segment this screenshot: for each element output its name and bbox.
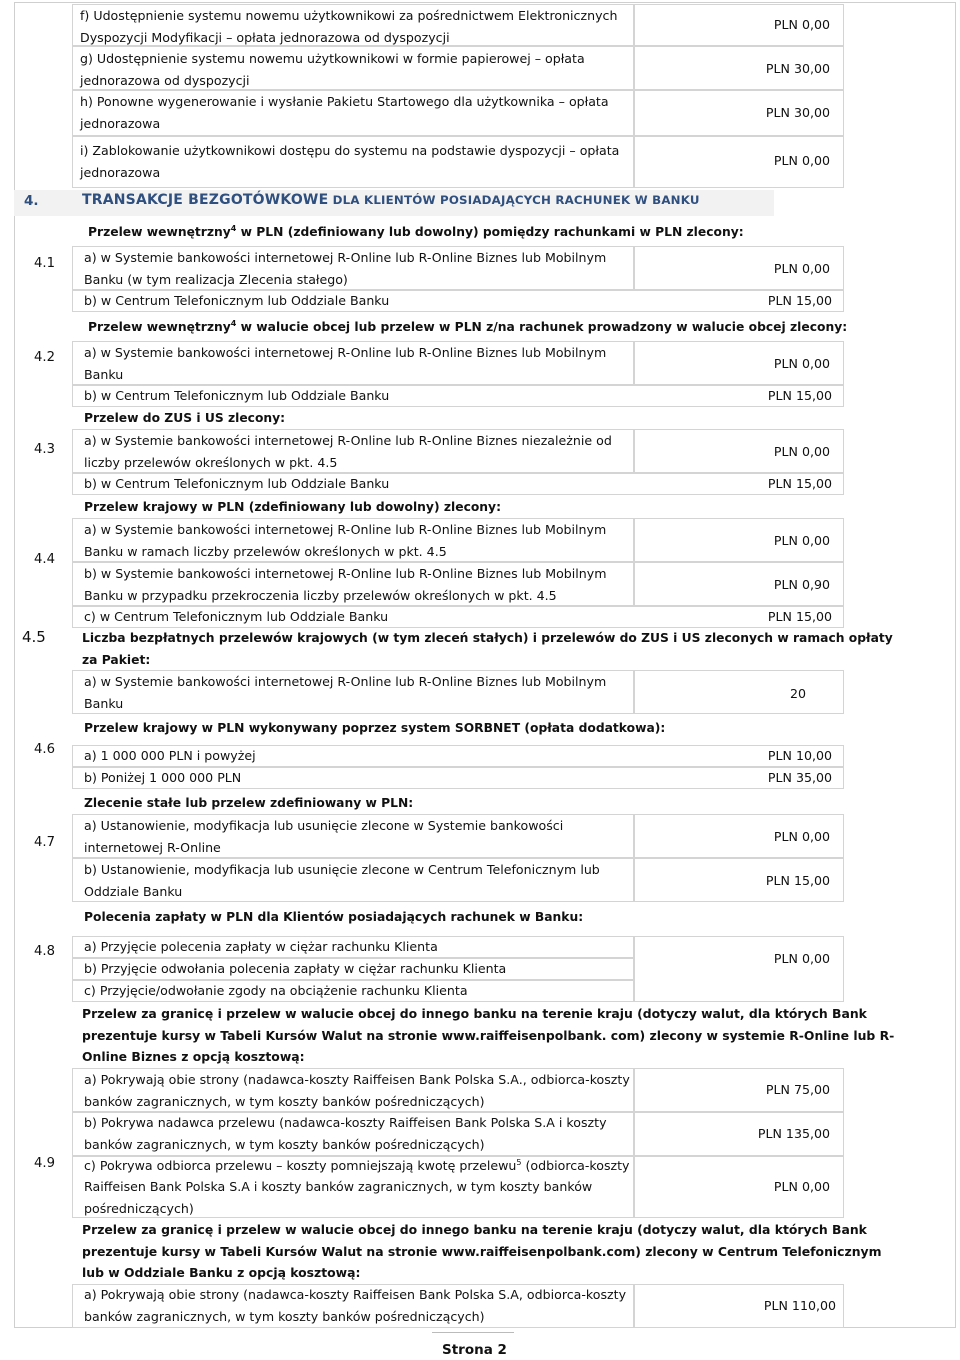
row-4-2-a-price: PLN 0,00 [773, 356, 830, 371]
row-4-8-c-text: c) Przyjęcie/odwołanie zgody na obciążenie rachunku Klienta [84, 983, 468, 998]
row-4-9-a-price: PLN 75,00 [765, 1082, 830, 1097]
row-4-1-a-price: PLN 0,00 [773, 261, 830, 276]
row-4-3-heading: Przelew do ZUS i US zlecony: [84, 411, 286, 425]
row-4-8-heading: Polecenia zapłaty w PLN dla Klientów posiadających rachunek w Banku: [84, 910, 584, 924]
footnote-ref-4b: 4 [230, 318, 237, 328]
row-4-3-a-text: a) w Systemie bankowości internetowej R-Online lub R-Online Biznes niezależnie od liczby przelewów określonych w pkt. 4.5 [84, 433, 612, 470]
row-4-2-b-text: b) w Centrum Telefonicznym lub Oddziale Banku [84, 388, 390, 403]
row-i-price: PLN 0,00 [773, 153, 830, 168]
row-4-1-a-text: a) w Systemie bankowości internetowej R-Online lub R-Online Biznes lub Mobilnym Banku (w tym realizacja Zlecenia stałego) [84, 250, 607, 287]
row-number-4-7: 4.7 [34, 835, 55, 850]
row-h-price: PLN 30,00 [765, 105, 830, 120]
row-4-7-a-price: PLN 0,00 [773, 829, 830, 844]
row-number-4-1: 4.1 [34, 256, 55, 271]
section-title [82, 192, 700, 208]
row-4-1-heading-a: Przelew wewnętrzny [88, 225, 231, 239]
footnote-ref-4: 4 [230, 223, 237, 233]
row-4-7-b-price: PLN 15,00 [765, 873, 830, 888]
row-4-4-b-price: PLN 0,90 [773, 577, 830, 592]
row-4-8-a-text: a) Przyjęcie polecenia zapłaty w ciężar rachunku Klienta [84, 939, 438, 954]
row-4-9-d-text: a) Pokrywają obie strony (nadawca-koszty Raiffeisen Bank Polska S.A, odbiorca-koszty banków zagranicznych, w tym koszty banków pośredniczących) [84, 1287, 627, 1324]
row-f-price: PLN 0,00 [773, 17, 830, 32]
row-number-4-4: 4.4 [34, 552, 55, 567]
row-number-4-9: 4.9 [34, 1156, 55, 1171]
row-number-4-2: 4.2 [34, 350, 55, 365]
row-g-price: PLN 30,00 [765, 61, 830, 76]
row-4-4-c-text: c) w Centrum Telefonicznym lub Oddziale Banku [84, 609, 389, 624]
row-4-9-c-text-b: (odbiorca-koszty [521, 1158, 630, 1173]
section-title-sub: DLA KLIENTÓW POSIADAJĄCYCH RACHUNEK W BANKU [328, 193, 700, 207]
row-4-2-b-price: PLN 15,00 [767, 388, 832, 403]
row-4-4-heading: Przelew krajowy w PLN (zdefiniowany lub dowolny) zlecony: [84, 500, 501, 514]
row-4-8-b-text: b) Przyjęcie odwołania polecenia zapłaty w ciężar rachunku Klienta [84, 961, 507, 976]
row-4-6-b-text: b) Poniżej 1 000 000 PLN [84, 770, 242, 785]
row-4-6-a-price: PLN 10,00 [767, 748, 832, 763]
row-4-9-d-price: PLN 110,00 [763, 1298, 836, 1313]
row-4-4-a-text: a) w Systemie bankowości internetowej R-Online lub R-Online Biznes lub Mobilnym Banku w ramach liczby przelewów określonych w pkt. 4.5 [84, 522, 607, 559]
row-4-9-a-text: a) Pokrywają obie strony (nadawca-koszty Raiffeisen Bank Polska S.A., odbiorca-koszty banków zagranicznych, w tym koszty banków pośredniczących) [84, 1072, 630, 1109]
row-4-9-c-price: PLN 0,00 [773, 1179, 830, 1194]
row-4-3-b-price: PLN 15,00 [767, 476, 832, 491]
row-number-4-8: 4.8 [34, 944, 55, 959]
row-4-6-heading: Przelew krajowy w PLN wykonywany poprzez system SORBNET (opłata dodatkowa): [84, 721, 666, 735]
row-number-4-5: 4.5 [22, 628, 46, 646]
row-4-7-a-text: a) Ustanowienie, modyfikacja lub usunięcie zlecone w Systemie bankowości internetowej R-Online [84, 818, 564, 855]
row-number-4-3: 4.3 [34, 442, 55, 457]
row-4-1-b-price: PLN 15,00 [767, 293, 832, 308]
row-4-5-a-text: a) w Systemie bankowości internetowej R-Online lub R-Online Biznes lub Mobilnym Banku [84, 674, 607, 711]
row-4-6-a-text: a) 1 000 000 PLN i powyżej [84, 748, 256, 763]
row-4-9-c-text-line1 [84, 1155, 630, 1177]
row-number-4-6: 4.6 [34, 742, 55, 757]
row-4-2-heading [88, 317, 847, 339]
row-4-6-b-price: PLN 35,00 [767, 770, 832, 785]
row-4-3-b-text: b) w Centrum Telefonicznym lub Oddziale Banku [84, 476, 390, 491]
row-4-3-a-price: PLN 0,00 [773, 444, 830, 459]
row-4-1-b-text: b) w Centrum Telefonicznym lub Oddziale Banku [84, 293, 390, 308]
row-g-text: g) Udostępnienie systemu nowemu użytkownikowi w formie papierowej – opłata jednorazowa od dyspozycji [80, 51, 585, 88]
row-4-8-price: PLN 0,00 [773, 951, 830, 966]
row-4-1-heading [88, 222, 744, 244]
row-4-9-b-text: b) Pokrywa nadawca przelewu (nadawca-koszty Raiffeisen Bank Polska S.A i koszty banków zagranicznych, w tym koszty banków pośredniczących) [84, 1115, 607, 1152]
row-4-9-c-text-rest: Raiffeisen Bank Polska S.A i koszty banków zagranicznych, w tym koszty banków pośredniczących) [84, 1179, 593, 1216]
row-4-9-heading-2: Przelew za granicę i przelew w walucie obcej do innego banku na terenie kraju (dotyczy walut, dla których Bank prezentuje kursy w Tabeli Kursów Walut na stronie www.raiffeisenpolbank.com) zlecony w Centrum Telefonicznym lub w Oddziale Banku z opcją kosztową: [82, 1222, 882, 1280]
footer-divider [432, 1332, 514, 1333]
row-4-4-b-text: b) w Systemie bankowości internetowej R-Online lub R-Online Biznes lub Mobilnym Banku w przypadku przekroczenia liczby przelewów określonych w pkt. 4.5 [84, 566, 607, 603]
row-4-9-b-price: PLN 135,00 [757, 1126, 830, 1141]
page-number: Strona 2 [442, 1342, 507, 1358]
row-4-2-heading-a: Przelew wewnętrzny [88, 320, 231, 334]
row-4-7-b-text: b) Ustanowienie, modyfikacja lub usunięcie zlecone w Centrum Telefonicznym lub Oddziale Banku [84, 862, 600, 899]
section-number: 4. [24, 193, 39, 209]
row-4-4-a-price: PLN 0,00 [773, 533, 830, 548]
section-title-main: TRANSAKCJE BEZGOTÓWKOWE [82, 192, 329, 208]
row-4-1-heading-b: w PLN (zdefiniowany lub dowolny) pomiędzy rachunkami w PLN zlecony: [236, 225, 744, 239]
footnote-ref-5: 5 [516, 1157, 522, 1167]
row-4-2-heading-b: w walucie obcej lub przelew w PLN z/na rachunek prowadzony w walucie obcej zlecony: [236, 320, 848, 334]
row-4-5-heading: Liczba bezpłatnych przelewów krajowych (w tym zleceń stałych) i przelewów do ZUS i US zleconych w ramach opłaty za Pakiet: [82, 631, 893, 667]
row-4-4-c-price: PLN 15,00 [767, 609, 832, 624]
row-4-9-heading-1: Przelew za granicę i przelew w walucie obcej do innego banku na terenie kraju (dotyczy walut, dla których Bank prezentuje kursy w Tabeli Kursów Walut na stronie www.raiffeisenpolbank. com) zlecony w systemie R-Online lub R- Online Biznes z opcją kosztową: [82, 1006, 895, 1064]
row-4-5-a-value-cell [634, 670, 844, 714]
row-f-text: f) Udostępnienie systemu nowemu użytkownikowi za pośrednictwem Elektronicznych Dyspozycji Modyfikacji – opłata jednorazowa od dyspozycji [80, 8, 618, 45]
row-4-7-heading: Zlecenie stałe lub przelew zdefiniowany w PLN: [84, 796, 414, 810]
row-i-text: i) Zablokowanie użytkownikowi dostępu do systemu na podstawie dyspozycji – opłata jednorazowa [80, 143, 620, 180]
row-4-9-c-text-a: c) Pokrywa odbiorca przelewu – koszty pomniejszają kwotę przelewu [84, 1158, 517, 1173]
row-h-text: h) Ponowne wygenerowanie i wysłanie Pakietu Startowego dla użytkownika – opłata jednorazowa [80, 94, 609, 131]
row-4-5-a-value: 20 [790, 686, 807, 701]
row-4-2-a-text: a) w Systemie bankowości internetowej R-Online lub R-Online Biznes lub Mobilnym Banku [84, 345, 607, 382]
